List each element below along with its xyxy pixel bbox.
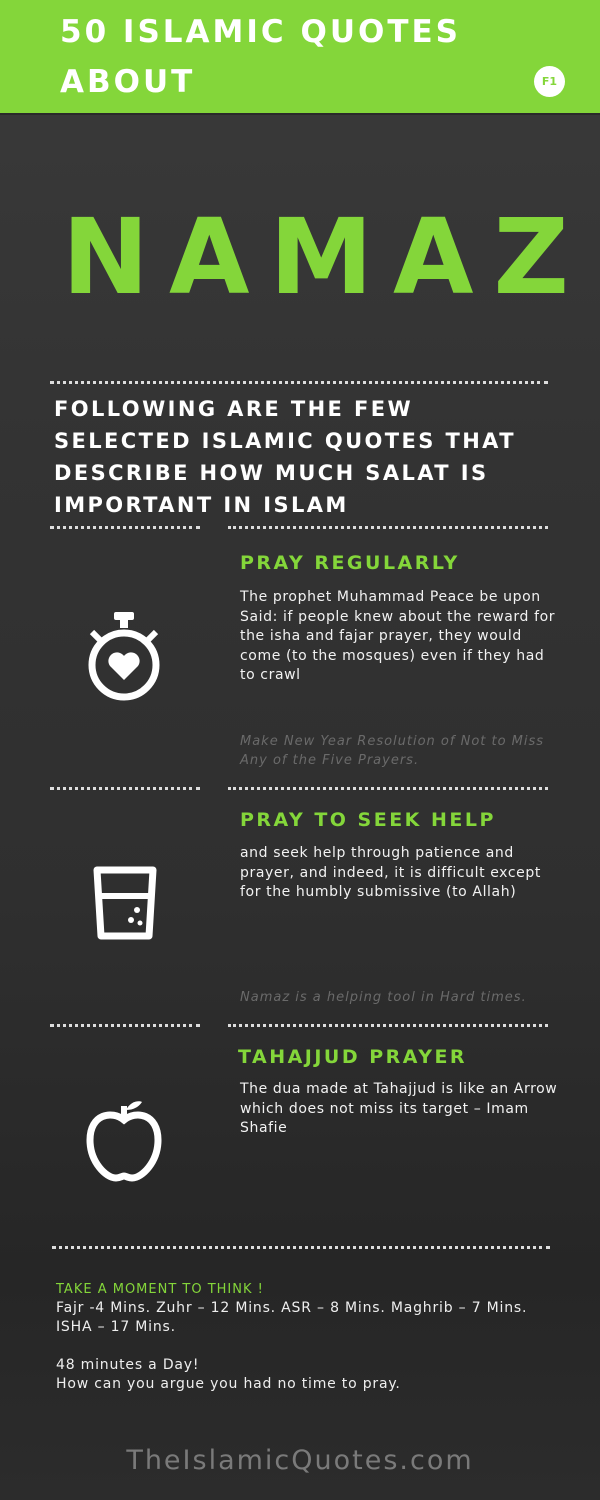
footer-heading: TAKE A MOMENT TO THINK ! [56,1282,264,1297]
stopwatch-heart-icon [82,610,166,704]
divider [50,1024,200,1027]
divider [50,787,200,790]
divider [228,787,548,790]
header-banner [0,0,600,115]
divider [52,1246,550,1249]
glass-water-icon [93,866,157,940]
divider [228,1024,548,1027]
summary-line1: 48 minutes a Day! [56,1357,200,1373]
website-link[interactable]: TheIslamicQuotes.com [126,1445,474,1476]
apple-icon [84,1098,164,1182]
section-body: and seek help through patience and prayer, and indeed, it is difficult except for the humbly submissive (to Allah) [240,845,541,900]
prayer-times-line2: ISHA – 17 Mins. [56,1319,176,1335]
section-body: The dua made at Tahajjud is like an Arrow which does not miss its target – Imam Shafie [240,1081,558,1136]
intro-text: FOLLOWING ARE THE FEW SELECTED ISLAMIC QUOTES THAT DESCRIBE HOW MUCH SALAT IS IMPORTANT IN ISLAM [54,397,516,517]
badge: F1 [534,66,565,97]
divider [228,526,548,529]
section-note: Namaz is a helping tool in Hard times. [240,990,527,1005]
divider [50,526,200,529]
section-body: The prophet Muhammad Peace be upon Said: if people knew about the reward for the isha and fajar prayer, they would come (to the mosques) even if they had to crawl [240,589,556,683]
summary-line2: How can you argue you had no time to pray. [56,1376,401,1392]
header-title-line1: 50 ISLAMIC QUOTES [60,14,461,50]
prayer-times-line1: Fajr -4 Mins. Zuhr – 12 Mins. ASR – 8 Mins. Maghrib – 7 Mins. [56,1300,528,1316]
section-title: PRAY TO SEEK HELP [240,809,496,831]
section-note: Make New Year Resolution of Not to Miss Any of the Five Prayers. [240,734,545,768]
section-title: TAHAJJUD PRAYER [238,1046,468,1068]
header-title-line2: ABOUT [60,64,196,100]
section-title: PRAY REGULARLY [240,552,460,574]
divider [50,381,548,384]
main-title: NAMAZ [62,196,589,318]
